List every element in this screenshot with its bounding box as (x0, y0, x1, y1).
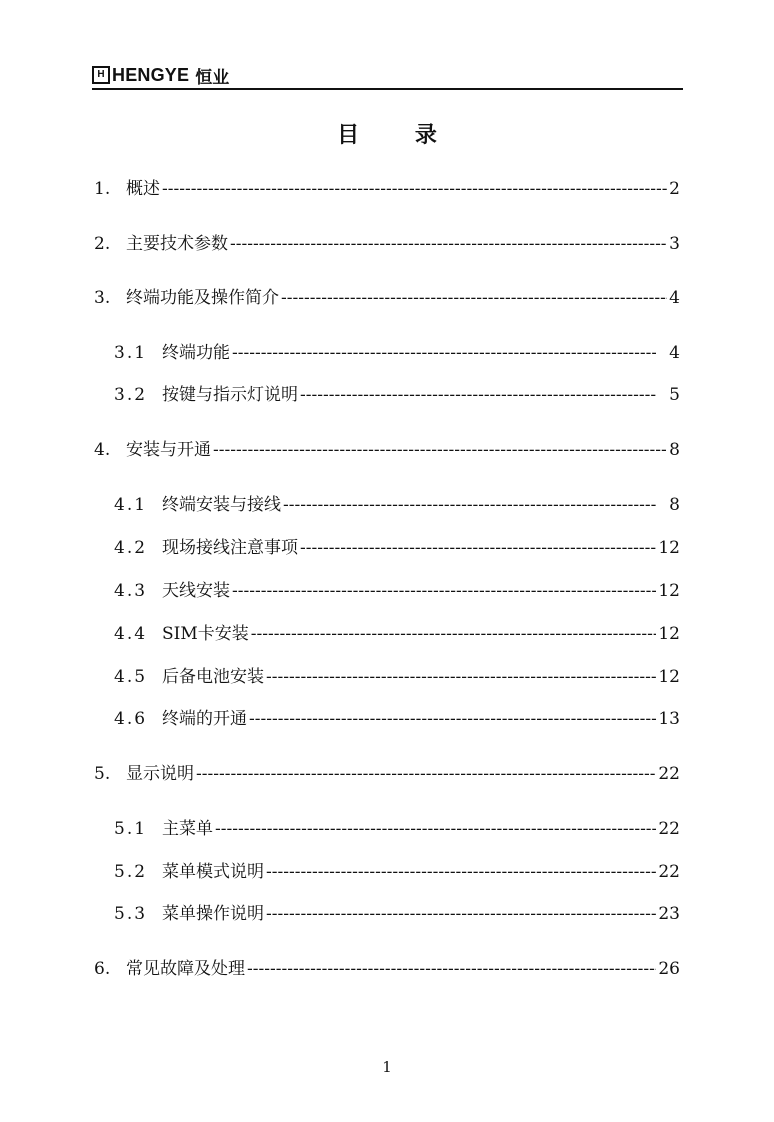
toc-entry-page: 4 (669, 343, 680, 363)
toc-dash-leader (266, 862, 656, 882)
header-rule (92, 88, 683, 90)
toc-entry-page: 26 (658, 959, 680, 979)
toc-entry[interactable] (114, 899, 680, 924)
toc-entry-number: 5.3 (114, 904, 148, 924)
toc-entry-label: 主菜单 (162, 819, 213, 839)
toc-entry-number: 4.6 (114, 709, 148, 729)
toc-entry-page: 12 (658, 624, 680, 644)
toc-entry-number: 4.1 (114, 495, 148, 515)
toc-entry[interactable] (94, 283, 680, 308)
logo-mark-icon: H (92, 66, 110, 84)
toc-entry-page: 8 (669, 440, 680, 460)
toc-entry-number: 5.1 (114, 819, 148, 839)
toc-entry[interactable] (94, 759, 680, 784)
toc-entry[interactable] (114, 533, 680, 558)
toc-entry-number: 4.2 (114, 538, 148, 558)
toc-dash-leader (232, 343, 656, 363)
toc-entry[interactable] (114, 338, 680, 363)
toc-entry-page: 22 (658, 764, 680, 784)
toc-entry[interactable] (94, 435, 680, 460)
page-header (92, 64, 683, 88)
toc-entry-label: 安装与开通 (126, 440, 211, 460)
toc-entry-number: 5. (94, 764, 111, 784)
toc-entry[interactable] (114, 619, 680, 644)
page-title: 目 录 (337, 123, 461, 148)
toc-dash-leader (196, 764, 656, 784)
toc-dash-leader (247, 959, 656, 979)
toc-entry-label: 后备电池安装 (162, 667, 264, 687)
toc-entry-number: 4.5 (114, 667, 148, 687)
toc-dash-leader (232, 581, 656, 601)
toc-entry-number: 3.1 (114, 343, 148, 363)
toc-entry-number: 6. (94, 959, 111, 979)
toc-entry-number: 4. (94, 440, 111, 460)
toc-entry[interactable] (114, 662, 680, 687)
toc-entry[interactable] (94, 954, 680, 979)
toc-dash-leader (266, 667, 656, 687)
toc-entry-label: 菜单操作说明 (162, 904, 264, 924)
logo-chinese-text: 恒业 (195, 67, 230, 88)
toc-entry-page: 12 (658, 581, 680, 601)
toc-entry-label: 常见故障及处理 (126, 959, 245, 979)
toc-entry[interactable] (114, 814, 680, 839)
toc-entry-label: 终端的开通 (162, 709, 247, 729)
toc-entry[interactable] (114, 576, 680, 601)
toc-entry-number: 2. (94, 234, 111, 254)
toc-entry-number: 4.4 (114, 624, 148, 644)
toc-entry-number: 5.2 (114, 862, 148, 882)
toc-entry-label: 按键与指示灯说明 (162, 385, 298, 405)
toc-entry[interactable] (114, 704, 680, 729)
toc-entry-number: 3. (94, 288, 111, 308)
toc-entry-page: 22 (658, 819, 680, 839)
logo-text: HENGYE (112, 64, 190, 85)
hengye-logo (92, 64, 683, 86)
toc-entry-page: 13 (658, 709, 680, 729)
toc-entry[interactable] (114, 380, 680, 405)
toc-entry-label: 终端功能 (162, 343, 230, 363)
toc-dash-leader (266, 904, 656, 924)
toc-entry-label: SIM卡安装 (162, 624, 249, 644)
toc-dash-leader (300, 385, 656, 405)
toc-entry-number: 1. (94, 179, 111, 199)
toc-entry-label: 现场接线注意事项 (162, 538, 298, 558)
toc-entry[interactable] (114, 857, 680, 882)
toc-entry-page: 12 (658, 538, 680, 558)
toc-entry-label: 菜单模式说明 (162, 862, 264, 882)
toc-entry[interactable] (94, 174, 680, 199)
toc-dash-leader (251, 624, 656, 644)
toc-entry-number: 3.2 (114, 385, 148, 405)
toc-entry-page: 5 (669, 385, 680, 405)
toc-entry-page: 22 (658, 862, 680, 882)
toc-dash-leader (281, 288, 667, 308)
toc-entry-label: 主要技术参数 (126, 234, 228, 254)
toc-dash-leader (162, 179, 667, 199)
toc-dash-leader (215, 819, 656, 839)
toc-entry-page: 2 (669, 179, 680, 199)
toc-dash-leader (213, 440, 667, 460)
toc-entry-page: 3 (669, 234, 680, 254)
toc-entry-page: 23 (658, 904, 680, 924)
toc-entry-page: 4 (669, 288, 680, 308)
toc-entry-label: 天线安装 (162, 581, 230, 601)
toc-entry-label: 终端功能及操作简介 (126, 288, 279, 308)
page-number: 1 (382, 1058, 392, 1076)
toc-dash-leader (283, 495, 656, 515)
toc-dash-leader (300, 538, 656, 558)
toc-entry-label: 概述 (126, 179, 160, 199)
toc-entry[interactable] (114, 490, 680, 515)
toc-entry[interactable] (94, 229, 680, 254)
toc-entry-page: 12 (658, 667, 680, 687)
toc-entry-number: 4.3 (114, 581, 148, 601)
toc-dash-leader (249, 709, 656, 729)
toc-dash-leader (230, 234, 667, 254)
toc-entry-page: 8 (669, 495, 680, 515)
toc-entry-label: 终端安装与接线 (162, 495, 281, 515)
toc-entry-label: 显示说明 (126, 764, 194, 784)
